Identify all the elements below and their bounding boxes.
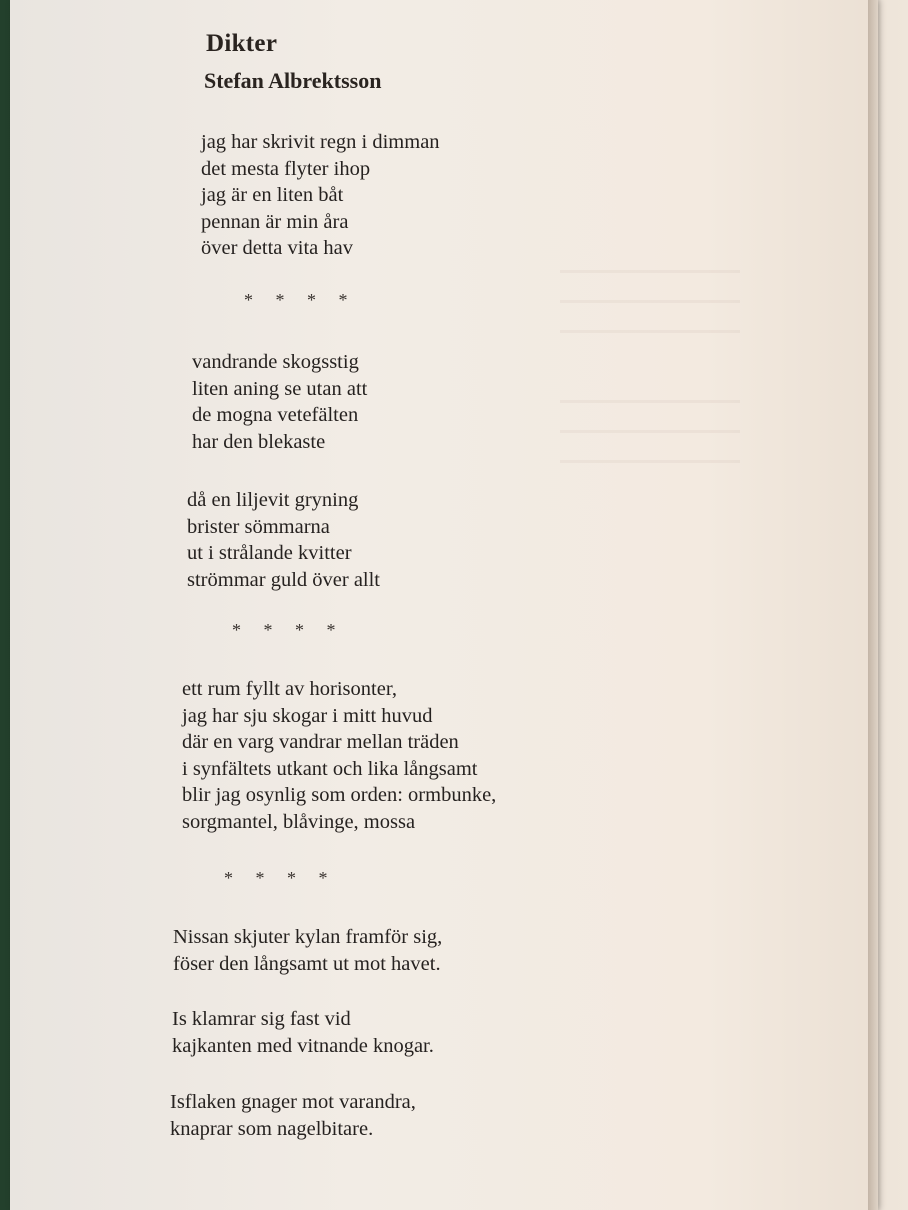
poem-line: jag är en liten båt (201, 184, 344, 206)
poem-stanza (192, 349, 367, 455)
author-name: Stefan Albrektsson (204, 68, 382, 93)
show-through-text (560, 330, 740, 333)
poem-line: har den blekaste (192, 430, 326, 453)
page-title: Dikter (206, 30, 278, 57)
poem-stanza (187, 487, 380, 593)
poem-line: knaprar som nagelbitare. (170, 1117, 374, 1140)
poem-line: pennan är min åra (201, 210, 349, 233)
poem-stanza (201, 129, 440, 262)
poem-line: ett rum fyllt av horisonter, (182, 678, 397, 700)
poem-line: det mesta flyter ihop (201, 157, 371, 180)
poem-line: Isflaken gnager mot varandra, (170, 1091, 416, 1113)
poem-line: vandrande skogsstig (192, 351, 359, 373)
poem-line: liten aning se utan att (192, 377, 368, 400)
section-separator: * * * * (232, 620, 345, 640)
section-separator: * * * * (244, 290, 357, 310)
poem-line: då en liljevit gryning (187, 489, 359, 511)
show-through-text (560, 430, 740, 433)
poem-line: blir jag osynlig som orden: ormbunke, (182, 784, 497, 806)
page-fold-shadow (868, 0, 882, 1210)
section-separator: * * * * (224, 868, 337, 888)
poem-line: kajkanten med vitnande knogar. (172, 1034, 434, 1057)
poem-stanza (170, 1089, 416, 1142)
poem-line: jag har skrivit regn i dimman (201, 131, 440, 153)
book-page (10, 0, 878, 1210)
poem-stanza (182, 676, 496, 835)
show-through-text (560, 400, 740, 403)
poem-line: brister sömmarna (187, 515, 330, 538)
show-through-text (560, 270, 740, 273)
poem-line: över detta vita hav (201, 237, 353, 259)
poem-line: där en varg vandrar mellan träden (182, 731, 459, 753)
poem-line: de mogna vetefälten (192, 404, 359, 426)
poem-line: jag har sju skogar i mitt huvud (182, 704, 433, 727)
poem-line: Nissan skjuter kylan framför sig, (173, 926, 443, 948)
show-through-text (560, 300, 740, 303)
poem-stanza (173, 924, 442, 977)
poem-line: i synfältets utkant och lika långsamt (182, 757, 478, 780)
poem-line: föser den långsamt ut mot havet. (173, 952, 441, 975)
poem-stanza (172, 1006, 434, 1059)
poem-line: sorgmantel, blåvinge, mossa (182, 810, 416, 833)
show-through-text (560, 460, 740, 463)
poem-line: strömmar guld över allt (187, 568, 380, 591)
poem-line: Is klamrar sig fast vid (172, 1008, 351, 1030)
poem-line: ut i strålande kvitter (187, 542, 352, 564)
